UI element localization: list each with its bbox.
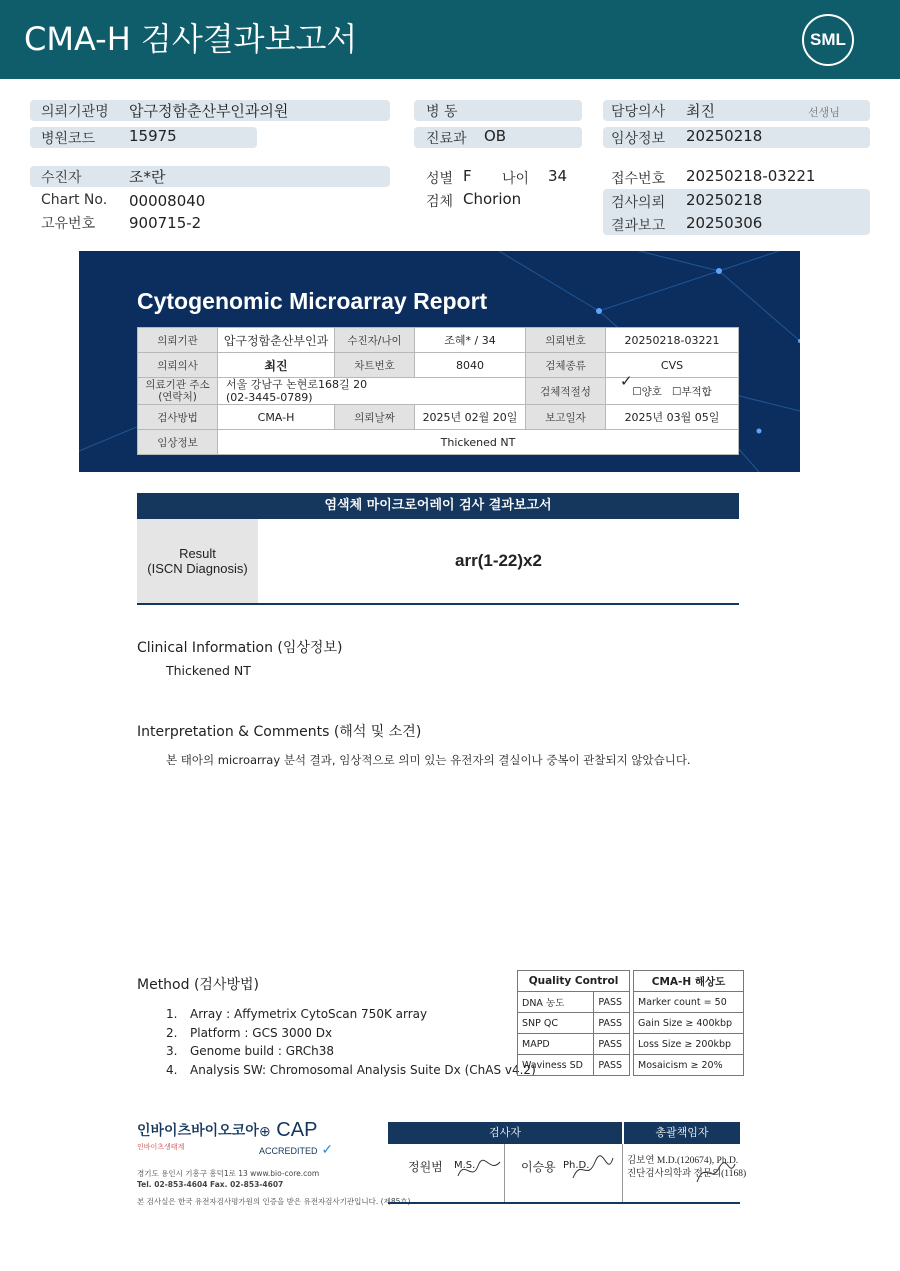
doctor: 최진 bbox=[686, 102, 715, 120]
qc-name: DNA 농도 bbox=[518, 992, 594, 1013]
banner-report-date: 2025년 03월 05일 bbox=[606, 405, 739, 430]
hospital-code-label: 병원코드 bbox=[41, 131, 96, 147]
method-item: Array : Affymetrix CytoScan 750K array bbox=[190, 1007, 428, 1021]
list-item: 2. Platform : GCS 3000 Dx bbox=[166, 1025, 333, 1040]
lab-brand-sub: 인바이츠생태계 bbox=[137, 1143, 185, 1151]
address-label-line1: 의료기관 주소 bbox=[145, 379, 210, 391]
qc-name: MAPD bbox=[518, 1034, 594, 1055]
banner-patient: 조혜* / 34 bbox=[415, 328, 526, 353]
lab-info bbox=[137, 1119, 411, 1206]
qc-status: PASS bbox=[594, 992, 630, 1013]
banner-phone: (02-3445-0789) bbox=[226, 391, 313, 404]
list-item: 3. Genome build : GRCh38 bbox=[166, 1044, 334, 1058]
banner-req-no: 20250218-03221 bbox=[606, 328, 739, 353]
age: 34 bbox=[548, 167, 568, 185]
banner-clinical: Thickened NT bbox=[218, 430, 739, 455]
qc-status: PASS bbox=[594, 1034, 630, 1055]
sml-logo: SML bbox=[802, 14, 854, 66]
qc-name: SNP QC bbox=[518, 1013, 594, 1034]
ward-label: 병 동 bbox=[426, 104, 458, 120]
lab-notice: 본 검사실은 한국 유전자검사평가원의 인증을 받은 유전자검사기관입니다. (제85호) bbox=[137, 1197, 411, 1206]
qc-name: Waviness SD bbox=[518, 1055, 594, 1076]
examiner1-degree: M.S. bbox=[454, 1160, 476, 1171]
method-item: Analysis SW: Chromosomal Analysis Suite Dx (ChAS v4.2) bbox=[190, 1062, 536, 1077]
method-list bbox=[166, 1005, 536, 1079]
clinical-text: Thickened NT bbox=[166, 663, 251, 678]
doctor-suffix: 선생님 bbox=[808, 106, 840, 119]
clinical-heading: Clinical Information (임상정보) bbox=[137, 640, 343, 656]
examiner-heading: 검사자 bbox=[388, 1122, 622, 1144]
banner-method: CMA-H bbox=[218, 405, 335, 430]
examiner1-name: 정원범 bbox=[408, 1160, 443, 1174]
signature-mark bbox=[567, 1152, 617, 1186]
requesting-institution-label: 의뢰기관명 bbox=[41, 104, 109, 120]
adequacy-good: 양호 bbox=[641, 385, 662, 398]
banner-doctor: 최진 bbox=[218, 353, 335, 378]
resolution-row: Gain Size ≥ 400kbp bbox=[634, 1013, 744, 1034]
address-label-line2: (연락처) bbox=[158, 391, 197, 403]
list-item: 4. Analysis SW: Chromosomal Analysis Suite Dx (ChAS v4.2) bbox=[166, 1062, 536, 1077]
specimen-label: 검체 bbox=[426, 194, 454, 210]
signature-block bbox=[388, 1122, 747, 1204]
result-label bbox=[137, 519, 258, 603]
interpretation-heading: Interpretation & Comments (해석 및 소견) bbox=[137, 724, 422, 740]
result-label-line2: (ISCN Diagnosis) bbox=[147, 561, 248, 576]
banner-chart-label: 차트번호 bbox=[335, 353, 415, 378]
doctor-label: 담당의사 bbox=[611, 104, 666, 120]
iscn-result: arr(1-22)x2 bbox=[455, 551, 542, 570]
banner-req-no-label: 의뢰번호 bbox=[526, 328, 606, 353]
director-line2: 진단검사의학과 전문의(1168) bbox=[627, 1169, 747, 1179]
qc-status: PASS bbox=[594, 1055, 630, 1076]
clinical-info-label: 임상정보 bbox=[611, 131, 666, 147]
cap-logo bbox=[259, 1120, 349, 1158]
director-line1: 김보연 M.D.(120674), Ph.D. bbox=[627, 1156, 739, 1166]
cap-icon: ⊕ bbox=[259, 1123, 271, 1139]
specimen: Chorion bbox=[463, 190, 522, 208]
banner-specimen-type-label: 검체종류 bbox=[526, 353, 606, 378]
method-heading: Method (검사방법) bbox=[137, 977, 259, 993]
age-label: 나이 bbox=[502, 171, 530, 187]
report-date-label: 결과보고 bbox=[611, 218, 666, 234]
report-header bbox=[0, 0, 900, 79]
banner-adequacy bbox=[606, 372, 739, 405]
checkbox-icon: ☐ bbox=[632, 385, 642, 398]
unique-no: 900715-2 bbox=[129, 214, 202, 232]
banner-clinical-label: 임상정보 bbox=[138, 430, 218, 455]
banner-address: 서울 강남구 논현로168길 20 bbox=[226, 378, 368, 391]
signature-mark bbox=[454, 1154, 504, 1184]
resolution-row: Marker count = 50 bbox=[634, 992, 744, 1013]
banner-report-date-label: 보고일자 bbox=[526, 405, 606, 430]
check-icon: ✓ bbox=[317, 1141, 334, 1157]
list-item: 1. Array : Affymetrix CytoScan 750K array bbox=[166, 1007, 428, 1021]
result-section bbox=[137, 493, 739, 605]
director-cell bbox=[623, 1144, 747, 1202]
microarray-report-banner bbox=[79, 251, 800, 472]
clinical-info-value: 20250218 bbox=[686, 127, 763, 145]
accession-label: 접수번호 bbox=[611, 171, 666, 187]
hospital-code: 15975 bbox=[129, 127, 177, 145]
department-label: 진료과 bbox=[426, 131, 467, 147]
patient-label: 수진자 bbox=[41, 170, 82, 186]
banner-request-date-label: 의뢰날짜 bbox=[335, 405, 415, 430]
method-item: Genome build : GRCh38 bbox=[190, 1044, 334, 1058]
lab-address: 경기도 용인시 기흥구 흥덕1로 13 www.bio-core.com bbox=[137, 1169, 320, 1178]
request-date: 20250218 bbox=[686, 191, 763, 209]
unique-no-label: 고유번호 bbox=[41, 216, 96, 232]
resolution-heading: CMA-H 해상도 bbox=[634, 971, 744, 992]
requesting-institution: 압구정함춘산부인과의원 bbox=[129, 102, 289, 120]
cap-title: CAP bbox=[276, 1119, 318, 1141]
examiner1-cell bbox=[388, 1144, 505, 1202]
resolution-row: Loss Size ≥ 200kbp bbox=[634, 1034, 744, 1055]
banner-request-date: 2025년 02월 20일 bbox=[415, 405, 526, 430]
director-heading: 총괄책임자 bbox=[624, 1122, 740, 1144]
accession-number: 20250218-03221 bbox=[686, 167, 816, 185]
report-date: 20250306 bbox=[686, 214, 763, 232]
banner-inst-label: 의뢰기관 bbox=[138, 328, 218, 353]
pill-bg bbox=[30, 166, 390, 187]
resolution-row: Mosaicism ≥ 20% bbox=[634, 1055, 744, 1076]
banner-title: Cytogenomic Microarray Report bbox=[137, 288, 488, 314]
banner-inst: 압구정함춘산부인과 bbox=[218, 328, 335, 353]
banner-info-table bbox=[137, 327, 739, 455]
method-item: Platform : GCS 3000 Dx bbox=[190, 1025, 333, 1040]
quality-control-table bbox=[517, 970, 630, 1076]
lab-tel: Tel. 02-853-4604 Fax. 02-853-4607 bbox=[137, 1180, 284, 1189]
interpretation-text: 본 태아의 microarray 분석 결과, 임상적으로 의미 있는 유전자의 결실이나 중복이 관찰되지 않았습니다. bbox=[166, 753, 691, 767]
cap-sub: ACCREDITED bbox=[259, 1146, 318, 1156]
qc-heading: Quality Control bbox=[518, 971, 630, 992]
adequacy-bad: 부적합 bbox=[681, 385, 712, 398]
banner-address-label bbox=[138, 378, 218, 405]
banner-chart: 8040 bbox=[415, 353, 526, 378]
checkbox-icon: ☐ bbox=[671, 385, 682, 398]
chart-no: 00008040 bbox=[129, 192, 206, 210]
banner-specimen-type: CVS bbox=[606, 353, 739, 378]
result-label-line1: Result bbox=[179, 546, 216, 561]
examiner2-degree: Ph.D. bbox=[563, 1160, 590, 1171]
examiner2-name: 이승용 bbox=[521, 1160, 556, 1174]
lab-brand: 인바이츠바이오코아 bbox=[137, 1123, 259, 1139]
result-body bbox=[137, 519, 739, 605]
banner-patient-label: 수진자/나이 bbox=[335, 328, 415, 353]
request-date-label: 검사의뢰 bbox=[611, 195, 666, 211]
department: OB bbox=[484, 127, 507, 145]
report-title: CMA-H 검사결과보고서 bbox=[24, 20, 358, 58]
banner-adequacy-label: 검체적절성 bbox=[526, 378, 606, 405]
chart-no-label: Chart No. bbox=[41, 192, 108, 208]
checkbox-checked-icon: ✓ bbox=[620, 372, 633, 390]
qc-status: PASS bbox=[594, 1013, 630, 1034]
sex-label: 성별 bbox=[426, 171, 454, 187]
examiner2-cell bbox=[505, 1144, 623, 1202]
banner-doctor-label: 의뢰의사 bbox=[138, 353, 218, 378]
result-heading: 염색체 마이크로어레이 검사 결과보고서 bbox=[137, 493, 739, 519]
patient-name: 조*란 bbox=[129, 168, 166, 186]
resolution-table bbox=[633, 970, 744, 1076]
banner-method-label: 검사방법 bbox=[138, 405, 218, 430]
sex: F bbox=[463, 167, 472, 185]
banner-address-cell bbox=[218, 378, 526, 405]
signature-mark bbox=[693, 1156, 737, 1190]
